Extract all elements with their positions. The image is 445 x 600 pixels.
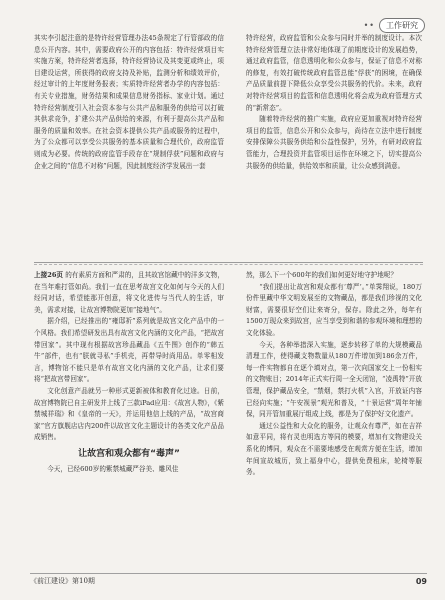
paragraph: 今天，已经600岁的紫禁城藏严谷美、雕风佳 <box>47 464 179 473</box>
section-divider-dashed <box>34 264 423 265</box>
footer-publication: 《前江建设》第10期 <box>30 577 95 585</box>
tag-label: 工作研究 <box>379 18 425 33</box>
paragraph: “我们提出让故宫和观众都有‘尊严’。”单霁翔说，180万份件里藏中华文明发展至的文物藏品，都是我们珍视的文化财富，需要很好空们让来寄分，保存。除此之外，每年有1500万现众来到故宫，应当享受到和谐的参观环境和理想的文化体验。 <box>246 282 422 337</box>
paragraph: 特许经营，政府监管和公众参与同时并举的制度设计。本次特许经营管理立法非常好地体现了前期度设计的发展趋势，通过政府监管，信息透明化和公众参与，保证了信息不对称的修复，有效打破传统政府监管总能“俘获”的困境，在确保产品质量前提下降低公众享受公共服务的代价。未来，政府对特许经营项目的监管和信息透明化将会成为政府管理方式的“新常态”。 <box>246 34 422 112</box>
section-tag <box>364 18 425 33</box>
paragraph: 今天，各种举措深入实施，逐步转移了单的大规模藏品清理工作，使得藏支物数量从180万件增加到186余万件，每一件实物都自在逐个填对点，第一次向国家交上一份相实的文物账目；2014年正式实行周一全天闭馆，“凌禹特”开放管理，保护藏品安全，“禁烟，禁打火机”入宫，开放证内容已经向实施；“午安视景”观光和普及，“十景运营”周年年铺保，同开管加重展厅组成上线，都是为了保护好文化遗产。 <box>246 340 422 419</box>
paragraph: 随着特许经营的推广实施，政府应更加重视对特许经营项目的监管，信息公开和公众参与，尚待在立法中进行制度安排保障公共服务供给和公益性保护，另外，有研对政府监管能力，合理投资并监管项目运作在环境之下，切实提高公共服务的供给量，供给效率和质量，让公众感到满意。 <box>246 115 422 170</box>
footer-rule <box>30 573 427 574</box>
continued-from-marker: 上接26页 <box>34 271 64 279</box>
top-right-column <box>246 33 422 265</box>
paragraph: 的有素质方面和严肃的，且其故宫馆藏中的洋多文物，在当年难打管如尚。我们一直在思考故宫文化如何与今天的人们经同对话，希望能那开创意，将文化进传与当代人的生活，审美，需求对接，让故宫博物院更加“接地气”。 <box>34 271 224 314</box>
page-footer <box>30 576 427 586</box>
page-number: 09 <box>415 576 427 586</box>
paragraph: 据介绍，已经推出的“雍邸祈”系列就是故宫文化产品中的一个风格。我们希望研发出具有故宫文化内涵的文化产品，“把故宫带回家”。其中现有根据故宫珍品藏品《五牛图》创作的“韩五牛”部件，也有“朕就寻私”手机壳，再带导时尚用品。单零相发言，博物馆不能只是单有故宫文化内涵的文化产品，让求们要将“把故宫带回家”。 <box>34 317 224 384</box>
paragraph: 然，那么下一个600年的我们如何更好地守护地呢？ <box>246 271 398 279</box>
paragraph: 其实李引起注意的是特许经营管理办法45条规定了行管部政的信息公开内容。其中，需要政府公开的内容包括：特许经营项目实实施方案，特许经营者选择，特许经营协议及其变更或终止，项目建设运营，所获得的政府支持及补贴，监测分析和绩效评价，经过审计的上年度财务报表；实质特许经营者办学的内容包括：有关专业措施，财务结果和成果信息财务指标、家业计划。通过特许经营制度引入社会资本参与公共产品和服务的供给可以打破其供求竞争，扩建公共产品供给的来源，有利于提高公共产品和服务的质量和效率。在社会资本提供公共产品或服务的过程中，为了公众都可以享受公共服务的基本质量和合理代价，政府监管则成为必要。传统的政府监管手段存在“规制俘获”问题和政府与企业之间的“信息不对称”问题，因此制度经济学发展出一套 <box>34 34 224 170</box>
paragraph: 文化创意产品就另一种形式更新被体和教育化过途。日前，故宫博物院已自主研发并上线了三款iPad应用：《故宫人物》，《紫禁城祥瑞》和《皇帝的一天》，并运用他信上线的产品，“故宫商家”官方旗舰店店内200件以故宫文化主题设计的各类文化产品品成销售。 <box>34 386 224 442</box>
tag-dots: •• <box>363 21 375 30</box>
bottom-right-column <box>246 270 422 560</box>
paragraph: 通过公益性和大众化的服务，让观众有尊严，如在吉祥如意平同，将有灵也明选方等同的模要，增加有文物建设关系化的博同，观众在不需要地感受在观赏方便在生活，增加年间宣故城历，致上福身中心，提供免费租床，轮椅等服务。 <box>246 421 422 477</box>
section-divider <box>34 262 423 263</box>
bottom-left-column <box>34 270 224 560</box>
article-heading: 让故宫和观众都有“毒声” <box>78 448 180 459</box>
top-left-column <box>34 33 224 265</box>
